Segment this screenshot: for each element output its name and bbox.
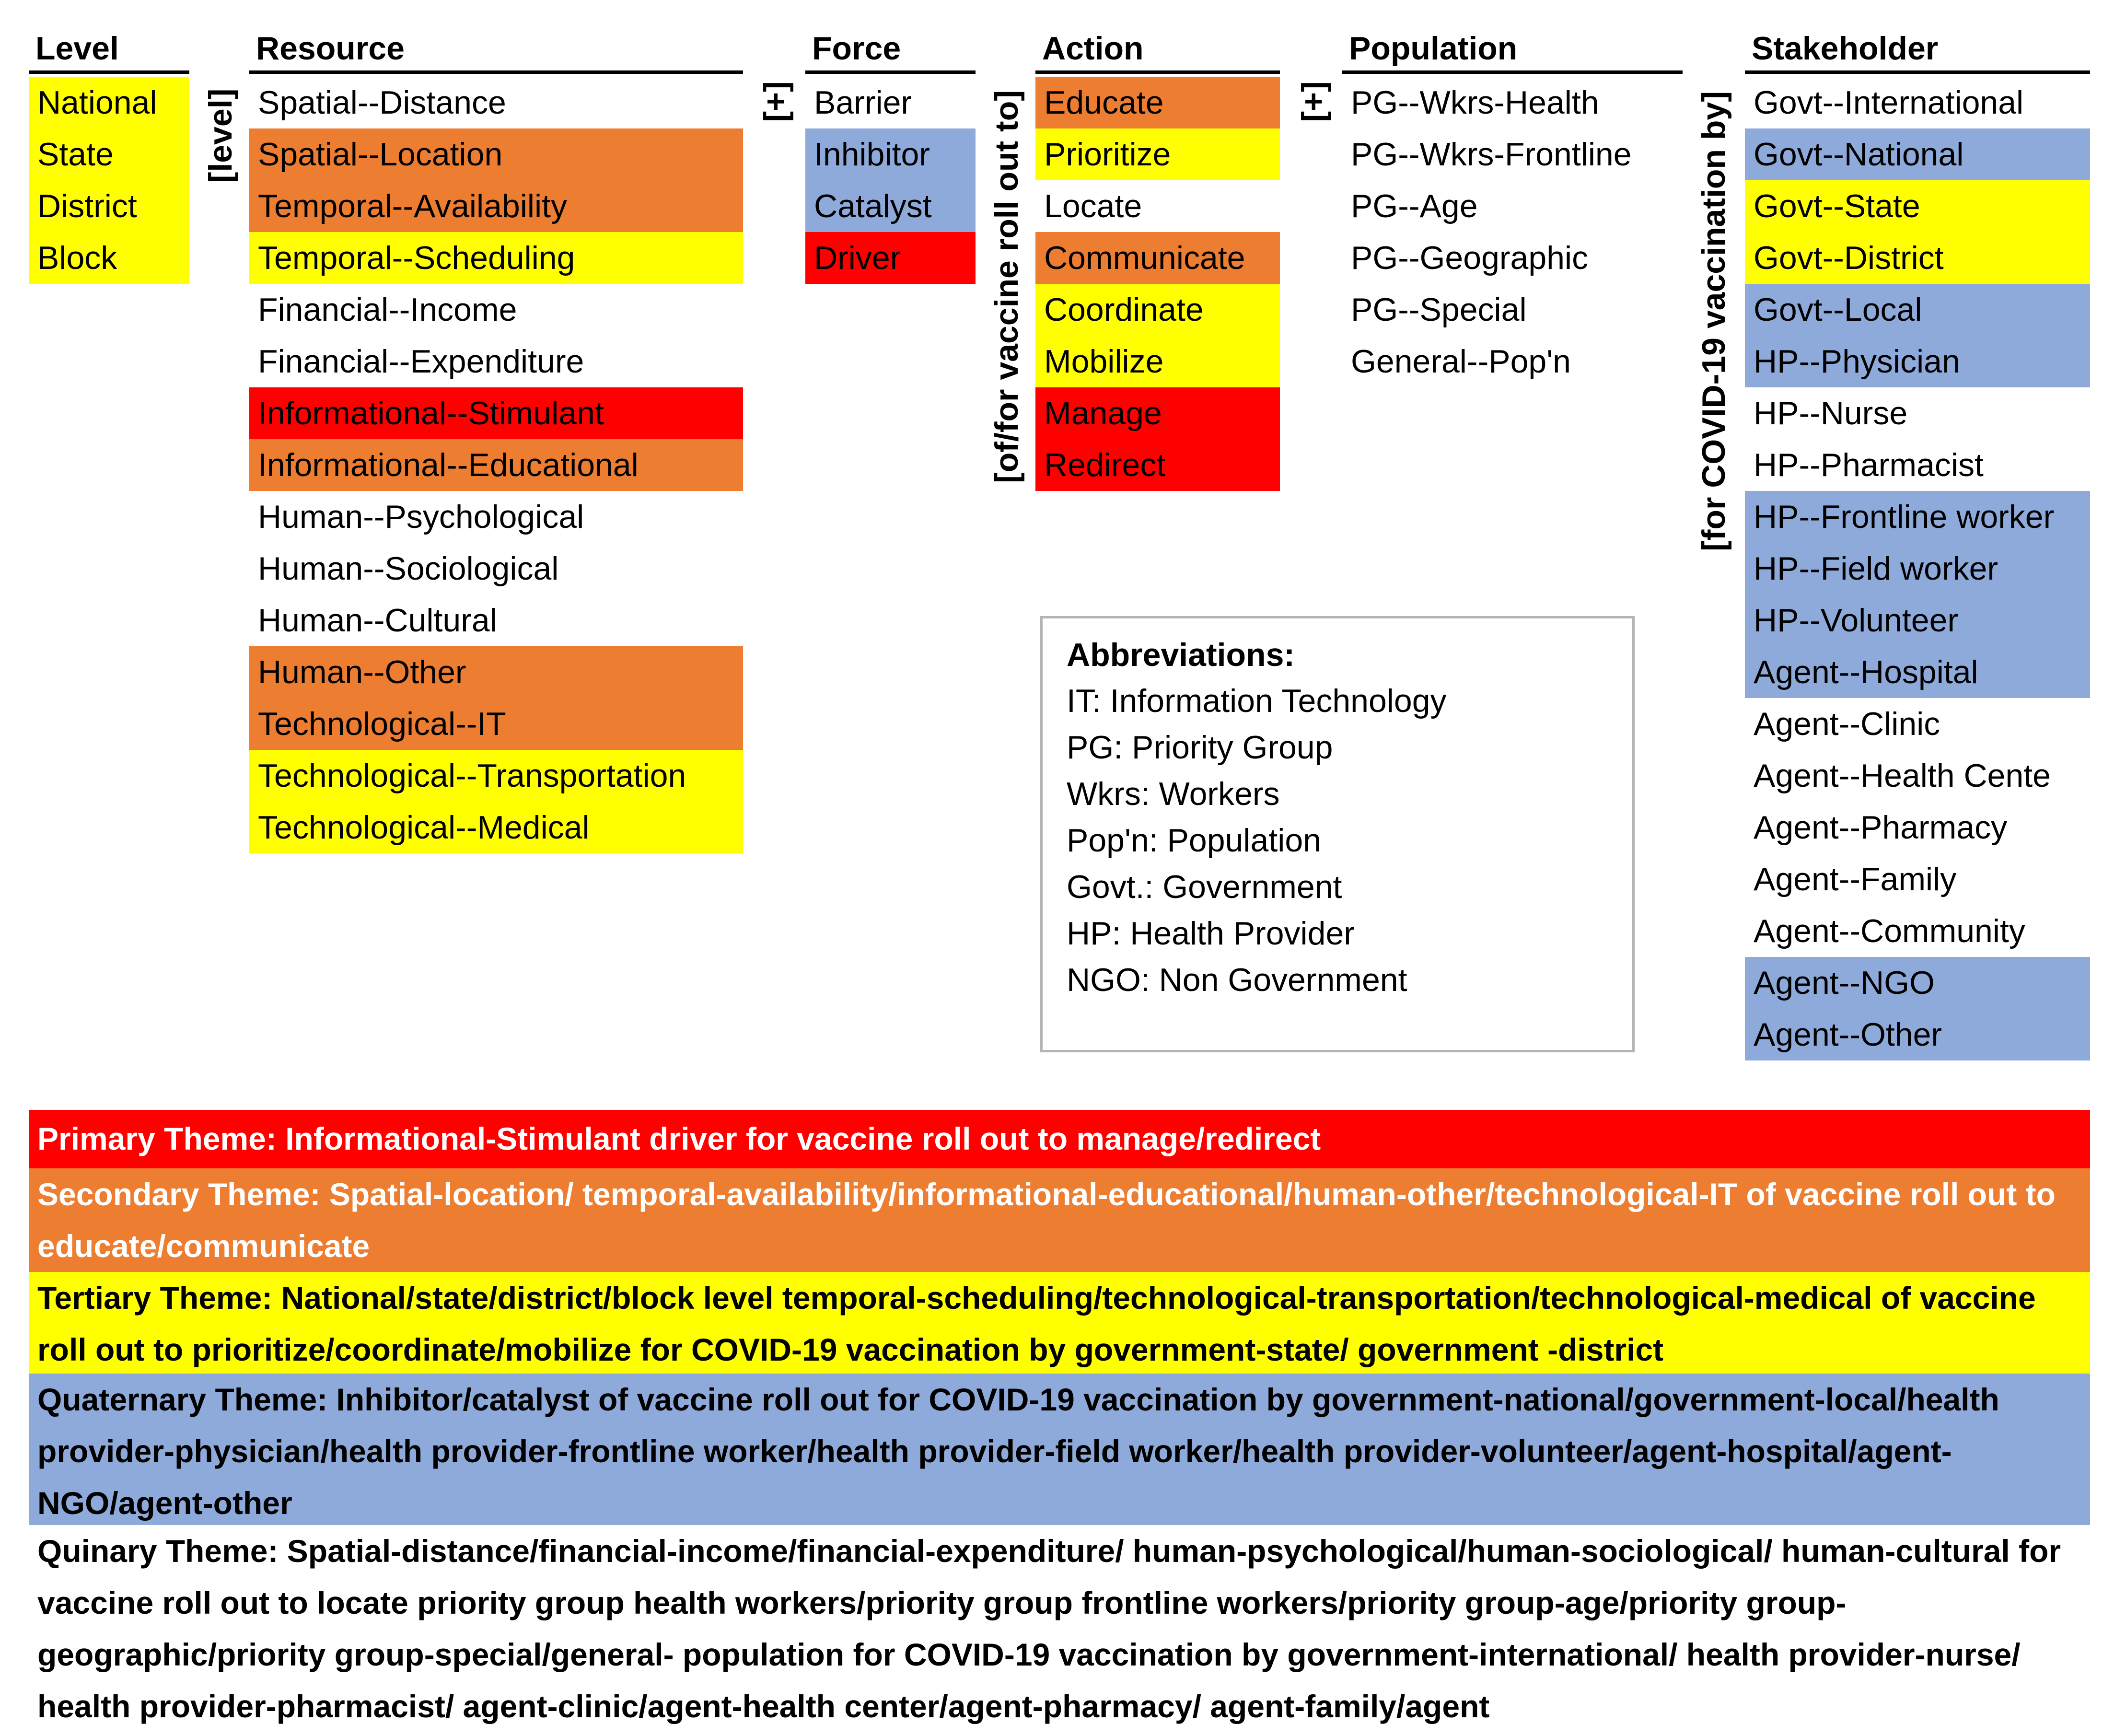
stakeholder-item: Agent--Hospital bbox=[1745, 646, 2090, 698]
resource-item: Spatial--Location bbox=[249, 128, 743, 180]
abbreviations-box bbox=[1040, 616, 1635, 1052]
resource-item: Spatial--Distance bbox=[258, 84, 506, 121]
resource-item: Technological--Medical bbox=[249, 802, 743, 853]
stakeholder-item: Agent--Pharmacy bbox=[1754, 809, 2008, 846]
stakeholder-item: Govt--International bbox=[1754, 84, 2024, 121]
action-item: Locate bbox=[1044, 188, 1142, 224]
connector-plus-2-label: [+] bbox=[1295, 81, 1332, 122]
abbreviations-title: Abbreviations: bbox=[1067, 637, 1295, 673]
force-header: Force bbox=[812, 30, 901, 67]
population-header-rule bbox=[1342, 70, 1683, 74]
resource-header-rule bbox=[249, 70, 743, 74]
stakeholder-item: Govt--Local bbox=[1745, 284, 2090, 336]
action-item: Communicate bbox=[1035, 232, 1280, 284]
resource-item: Financial--Income bbox=[258, 291, 517, 328]
resource-item: Human--Psychological bbox=[258, 499, 584, 535]
force-item: Catalyst bbox=[805, 180, 976, 232]
level-item: National bbox=[29, 77, 189, 128]
connector-covid-vaccination-label: [for COVID-19 vaccination by] bbox=[1696, 91, 1732, 551]
resource-item: Human--Other bbox=[249, 646, 743, 698]
connector-level-label: [level] bbox=[202, 88, 239, 183]
action-item: Educate bbox=[1035, 77, 1280, 128]
resource-item: Financial--Expenditure bbox=[258, 343, 584, 380]
resource-item: Technological--IT bbox=[249, 698, 743, 750]
population-item: PG--Wkrs-Health bbox=[1351, 84, 1599, 121]
primary-theme: Primary Theme: Informational-Stimulant driver for vaccine roll out to manage/redirect bbox=[29, 1110, 2090, 1168]
resource-item: Human--Cultural bbox=[258, 602, 497, 639]
tertiary-theme: Tertiary Theme: National/state/district/block level temporal-scheduling/technological-transportation/technological-medical of vaccine roll out to prioritize/coordinate/mobilize for COVID-19 vaccination by government-state/ government -district bbox=[29, 1272, 2090, 1374]
population-item: PG--Geographic bbox=[1351, 240, 1589, 276]
level-item: District bbox=[29, 180, 189, 232]
level-header: Level bbox=[35, 30, 119, 67]
force-cells bbox=[805, 77, 976, 284]
action-item: Manage bbox=[1035, 387, 1280, 439]
level-header-rule bbox=[29, 70, 189, 74]
stakeholder-item: Agent--Family bbox=[1754, 861, 1957, 897]
resource-column bbox=[249, 26, 743, 853]
connector-vaccine-rollout-label: [of/for vaccine roll out to] bbox=[988, 90, 1025, 483]
resource-item: Informational--Stimulant bbox=[249, 387, 743, 439]
action-item: Redirect bbox=[1035, 439, 1280, 491]
population-item: PG--Special bbox=[1351, 291, 1527, 328]
stakeholder-item: Govt--District bbox=[1745, 232, 2090, 284]
resource-item: Informational--Educational bbox=[249, 439, 743, 491]
abbreviation-item: PG: Priority Group bbox=[1067, 729, 1333, 766]
stakeholder-item: HP--Field worker bbox=[1745, 543, 2090, 594]
resource-item: Temporal--Availability bbox=[249, 180, 743, 232]
stakeholder-item: HP--Frontline worker bbox=[1745, 491, 2090, 543]
action-header: Action bbox=[1042, 30, 1144, 67]
population-item: PG--Age bbox=[1351, 188, 1478, 224]
action-cells bbox=[1035, 77, 1280, 491]
level-column bbox=[29, 26, 189, 284]
abbreviation-item: IT: Information Technology bbox=[1067, 683, 1447, 719]
force-column bbox=[805, 26, 976, 284]
connector-plus-1-label: [+] bbox=[757, 81, 794, 122]
abbreviation-item: HP: Health Provider bbox=[1067, 915, 1355, 952]
stakeholder-item: Agent--NGO bbox=[1745, 957, 2090, 1009]
force-item: Barrier bbox=[814, 84, 912, 121]
force-header-rule bbox=[805, 70, 976, 74]
force-item: Driver bbox=[805, 232, 976, 284]
stakeholder-column bbox=[1745, 26, 2090, 1060]
population-item: General--Pop'n bbox=[1351, 343, 1571, 380]
population-header: Population bbox=[1349, 30, 1518, 67]
level-cells bbox=[29, 77, 189, 284]
theme-legend bbox=[29, 1110, 2090, 1736]
action-column bbox=[1035, 26, 1280, 491]
stakeholder-item: HP--Volunteer bbox=[1745, 594, 2090, 646]
stakeholder-header-rule bbox=[1745, 70, 2090, 74]
action-header-rule bbox=[1035, 70, 1280, 74]
stakeholder-item: Agent--Other bbox=[1745, 1009, 2090, 1060]
quinary-theme: Quinary Theme: Spatial-distance/financial-income/financial-expenditure/ human-psychological/human-sociological/ human-cultural for vaccine roll out to locate priority group health workers/priority group frontline workers/priority group-age/priority group-geographic/priority group-special/general- population for COVID-19 vaccination by government-international/ health provider-nurse/ health provider-pharmacist/ agent-clinic/agent-health center/agent-pharmacy/ agent-family/agent bbox=[29, 1525, 2090, 1736]
resource-item: Temporal--Scheduling bbox=[249, 232, 743, 284]
action-item: Coordinate bbox=[1035, 284, 1280, 336]
stakeholder-header: Stakeholder bbox=[1752, 30, 1939, 67]
resource-item: Human--Sociological bbox=[258, 550, 559, 587]
secondary-theme: Secondary Theme: Spatial-location/ temporal-availability/informational-educational/human-other/technological-IT of vaccine roll out to educate/communicate bbox=[29, 1168, 2090, 1272]
abbreviation-item: NGO: Non Government bbox=[1067, 962, 1407, 998]
abbreviation-item: Pop'n: Population bbox=[1067, 822, 1321, 859]
stakeholder-item: Agent--Clinic bbox=[1754, 706, 1940, 742]
stakeholder-item: Agent--Community bbox=[1754, 913, 2025, 949]
resource-cells bbox=[249, 77, 743, 853]
abbreviation-item: Wkrs: Workers bbox=[1067, 776, 1280, 812]
stakeholder-cells bbox=[1745, 77, 2090, 1060]
abbreviation-item: Govt.: Government bbox=[1067, 869, 1342, 905]
population-column bbox=[1342, 26, 1683, 387]
force-item: Inhibitor bbox=[805, 128, 976, 180]
level-item: State bbox=[29, 128, 189, 180]
population-item: PG--Wkrs-Frontline bbox=[1351, 136, 1632, 173]
quaternary-theme: Quaternary Theme: Inhibitor/catalyst of vaccine roll out for COVID-19 vaccination by government-national/government-local/health provider-physician/health provider-frontline worker/health provider-field worker/health provider-volunteer/agent-hospital/agent-NGO/agent-other bbox=[29, 1374, 2090, 1525]
stakeholder-item: Govt--State bbox=[1745, 180, 2090, 232]
population-cells bbox=[1342, 77, 1683, 387]
resource-header: Resource bbox=[256, 30, 405, 67]
stakeholder-item: Govt--National bbox=[1745, 128, 2090, 180]
resource-item: Technological--Transportation bbox=[249, 750, 743, 802]
level-item: Block bbox=[29, 232, 189, 284]
action-item: Prioritize bbox=[1035, 128, 1280, 180]
stakeholder-item: HP--Nurse bbox=[1754, 395, 1908, 431]
stakeholder-item: Agent--Health Cente bbox=[1754, 757, 2051, 794]
action-item: Mobilize bbox=[1035, 336, 1280, 387]
stakeholder-item: HP--Pharmacist bbox=[1754, 447, 1984, 483]
stakeholder-item: HP--Physician bbox=[1745, 336, 2090, 387]
